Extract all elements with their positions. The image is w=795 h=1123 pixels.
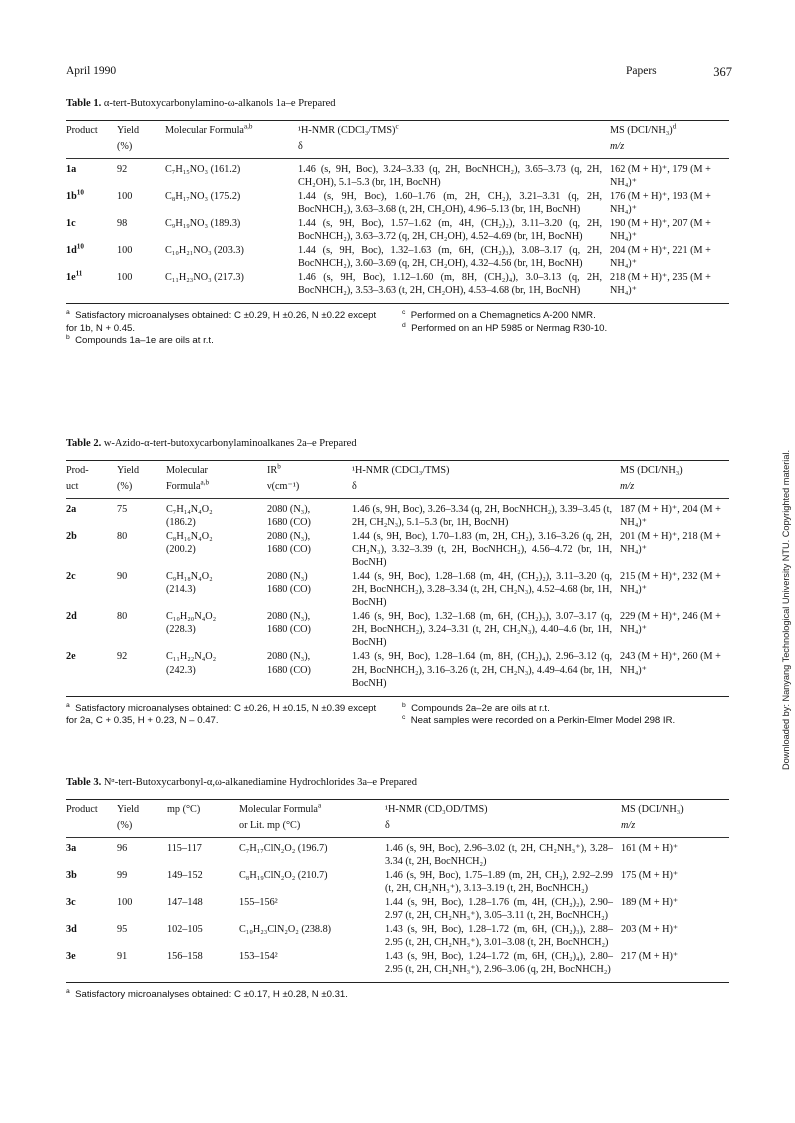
- nmr-value: 1.44 (s, 9H, Boc), 1.32–1.63 (m, 6H, (CH₂)₃), 3.08–3.17 (q, 2H, BocNHCH₂), 3.60–3.69 (q, 2H, CH₂OH), 4.32–4.56 (br, 1H, BocNH): [298, 245, 602, 270]
- table-3-caption: Nᵅ-tert-Butoxycarbonyl-α,ω-alkanediamine Hydrochlorides 3a–e Prepared: [103, 777, 417, 788]
- mp-value: 156–158: [167, 951, 203, 963]
- footnote-a: $^a$ Satisfactory microanalyses obtained: C ±0.17, H ±0.28, N ±0.31.: [66, 988, 348, 1001]
- col-header-product: Product: [66, 804, 98, 816]
- col-header-nmr-unit: δ: [385, 820, 390, 832]
- formula-value: C₇H₁₅NO₃ (161.2): [165, 163, 241, 175]
- product-id: 3b: [66, 870, 77, 882]
- table-3: [66, 776, 729, 1002]
- col-header-ir-unit: ν(cm⁻¹): [267, 481, 300, 493]
- product-id: 2a: [66, 503, 77, 515]
- formula-value: C₁₀H₂₃ClN₂O₂ (238.8): [239, 924, 332, 936]
- footnote-a: $^a$ Satisfactory microanalyses obtained: C ±0.29, H ±0.26, N ±0.22 except for 1b, N + 0.45.: [66, 309, 377, 334]
- nmr-value: 1.43 (s, 9H, Boc), 1.28–1.72 (m, 6H, (CH₂)₃), 2.88–2.95 (t, 2H, CH₂NH₃⁺), 3.01–3.08 (t, 2H, BocNHCH₂): [385, 924, 613, 949]
- nmr-value: 1.46 (s, 9H, Boc), 3.26–3.34 (q, 2H, BocNHCH₂), 3.39–3.45 (t, 2H, CH₂N₃), 5.1–5.3 (br, 1H, BocNH): [352, 503, 612, 528]
- col-header-nmr: ¹H-NMR (CDCl₃/TMS): [352, 465, 450, 477]
- mp-value: 102–105: [167, 924, 203, 936]
- table-3-grid: [66, 800, 729, 837]
- col-header-yield-unit: (%): [117, 481, 133, 493]
- table-row: [66, 649, 729, 689]
- product-id: 2b: [66, 531, 77, 543]
- ms-value: 187 (M + H)⁺, 204 (M + NH₄)⁺: [620, 503, 721, 528]
- formula-value: C₈H₁₆N₄O₂ (200.2): [166, 531, 213, 556]
- yield-value: 75: [117, 503, 128, 515]
- table-2-grid: [66, 461, 729, 498]
- yield-value: 98: [117, 218, 128, 230]
- table-row: [66, 270, 729, 297]
- ms-value: 229 (M + H)⁺, 246 (M + NH₄)⁺: [620, 611, 721, 636]
- yield-value: 99: [117, 870, 128, 882]
- table-row: [66, 868, 729, 895]
- col-header-nmr-unit: δ: [352, 481, 357, 493]
- formula-value: C₁₀H₂₁NO₃ (203.3): [165, 245, 244, 257]
- table-row: [66, 499, 729, 529]
- col-header-yield-unit: (%): [117, 820, 133, 832]
- col-header-ms: [610, 121, 729, 141]
- table-row: [66, 243, 729, 270]
- yield-value: 92: [117, 651, 128, 663]
- product-id: 2c: [66, 571, 76, 583]
- ir-value: 2080 (N₃), 1680 (CO): [267, 611, 311, 636]
- product-id: 3e: [66, 951, 76, 963]
- formula-value: C₇H₁₄N₄O₂ (186.2): [166, 503, 213, 528]
- col-header-formula-2: or Lit. mp (°C): [239, 820, 301, 832]
- ir-value: 2080 (N₃), 1680 (CO): [267, 531, 311, 556]
- col-header-formula-sup: a,b: [243, 123, 253, 132]
- col-header-product: Product: [66, 125, 98, 137]
- ms-value: 218 (M + H)⁺, 235 (M + NH₄)⁺: [610, 272, 711, 297]
- footnote-a: $^a$ Satisfactory microanalyses obtained: C ±0.26, H ±0.15, N ±0.39 except for 2a, C + 0.35, H + 0.23, N – 0.47.: [66, 701, 377, 726]
- table-1-bottom-rule: [66, 303, 729, 304]
- yield-value: 90: [117, 571, 128, 583]
- col-header-formula-text: Molecular Formula: [165, 125, 244, 137]
- table-row: [66, 609, 729, 649]
- table-row: [66, 189, 729, 216]
- table-row: [66, 949, 729, 976]
- ir-value: 2080 (N₃), 1680 (CO): [267, 503, 311, 528]
- table-1-title: [66, 97, 729, 110]
- table-2-caption: w-Azido-α-tert-butoxycarbonylaminoalkanes 2a–e Prepared: [103, 438, 357, 449]
- table-row: [66, 569, 729, 609]
- col-header-product: Prod-: [66, 465, 89, 477]
- ms-value: 190 (M + H)⁺, 207 (M + NH₄)⁺: [610, 218, 711, 243]
- ms-value: 215 (M + H)⁺, 232 (M + NH₄)⁺: [620, 571, 721, 596]
- col-header-ir-sup: b: [277, 463, 281, 472]
- yield-value: 95: [117, 924, 128, 936]
- ms-value: 175 (M + H)⁺: [621, 870, 679, 882]
- col-header-yield: Yield: [117, 465, 140, 477]
- yield-value: 96: [117, 842, 128, 854]
- col-header-formula: Molecular: [166, 465, 208, 477]
- formula-value: C₉H₁₈N₄O₂ (214.3): [166, 571, 213, 596]
- col-header-mp: mp (°C): [167, 804, 201, 816]
- table-1-footnotes: [66, 310, 729, 347]
- nmr-value: 1.44 (s, 9H, Boc), 1.60–1.76 (m, 2H, CH₂), 3.21–3.31 (q, 2H, BocNHCH₂), 3.63–3.68 (t, 2H, CH₂OH), 4.96–5.13 (br, 1H, BocNH): [298, 191, 602, 216]
- footnote-c: $^c$ Neat samples were recorded on a Perkin-Elmer Model 298 IR.: [402, 713, 676, 726]
- col-header-formula-2: Formula$^{a,b}$: [166, 478, 210, 493]
- nmr-value: 1.44 (s, 9H, Boc), 1.57–1.62 (m, 4H, (CH₂)₂), 3.11–3.20 (q, 2H, BocNHCH₂), 3.63–3.72 (q, 2H, CH₂OH), 4.52–4.69 (br, 1H, BocNH): [298, 218, 602, 243]
- issue-date: April 1990: [66, 65, 117, 77]
- download-watermark-text: Downloaded by: Nanyang Technological University NTU. Copyrighted material.: [781, 449, 791, 770]
- table-row: [66, 922, 729, 949]
- table-1-grid: [66, 121, 729, 158]
- nmr-value: 1.46 (s, 9H, Boc), 1.12–1.60 (m, 8H, (CH₂)₄), 3.0–3.13 (q, 2H, BocNHCH₂), 3.53–3.63 (t, 2H, CH₂OH), 4.53–4.68 (br, 1H, BocNH): [298, 272, 602, 297]
- col-header-ir: [267, 461, 352, 481]
- ms-value: 162 (M + H)⁺, 179 (M + NH₄)⁺: [610, 163, 711, 188]
- formula-value: C₈H₁₉ClN₂O₂ (210.7): [239, 870, 328, 882]
- ms-value: 176 (M + H)⁺, 193 (M + NH₄)⁺: [610, 191, 711, 216]
- footnote-d: $^d$ Performed on an HP 5985 or Nermag R30-10.: [402, 321, 608, 334]
- product-id: 1c: [66, 218, 76, 230]
- col-header-ms-unit: m/z: [610, 141, 625, 153]
- nmr-value: 1.46 (s, 9H, Boc), 1.75–1.89 (m, 2H, CH₂), 2.92–2.99 (t, 2H, CH₂NH₃⁺), 3.13–3.19 (t, 2H, BocNHCH₂): [385, 870, 613, 895]
- table-row: [66, 895, 729, 922]
- product-id: 3a: [66, 842, 77, 854]
- nmr-value: 1.43 (s, 9H, Boc), 1.24–1.72 (m, 6H, (CH₂)₄), 2.80–2.95 (t, 2H, CH₂NH₃⁺), 2.96–3.06 (q, 2H, BocNHCH₂): [385, 951, 613, 976]
- section-name: Papers: [626, 65, 657, 77]
- ms-value: 243 (M + H)⁺, 260 (M + NH₄)⁺: [620, 651, 721, 676]
- col-header-nmr-sup: c: [395, 123, 399, 132]
- col-header-yield: Yield: [117, 804, 140, 816]
- col-header-product-2: uct: [66, 481, 79, 493]
- nmr-value: 1.46 (s, 9H, Boc), 1.32–1.68 (m, 6H, (CH₂)₃), 3.07–3.17 (q, 2H, BocNHCH₂), 3.24–3.31 (t, 2H, CH₂N₃), 4.40–4.6 (br, 1H, BocNH): [352, 611, 612, 649]
- product-id: 2d: [66, 611, 77, 623]
- table-3-bottom-rule: [66, 982, 729, 983]
- table-row: [66, 216, 729, 243]
- table-1: [66, 97, 729, 347]
- nmr-value: 1.46 (s, 9H, Boc), 3.24–3.33 (q, 2H, BocNHCH₂), 3.65–3.73 (q, 2H, CH₂OH), 5.1–5.3 (br, 1H, BocNH): [298, 163, 602, 188]
- footnote-c: $^c$ Performed on a Chemagnetics A-200 NMR.: [402, 309, 596, 322]
- ir-value: 2080 (N₃), 1680 (CO): [267, 651, 311, 676]
- col-header-yield: Yield: [117, 125, 140, 137]
- col-header-ir-text: IR: [267, 465, 278, 477]
- nmr-value: 1.44 (s, 9H, Boc), 1.70–1.83 (m, 2H, CH₂), 3.16–3.26 (q, 2H, CH₂N₃), 3.32–3.39 (t, 2H, BocNHCH₂), 4.56–4.72 (br, 1H, BocNH): [352, 531, 612, 569]
- table-2: [66, 437, 729, 727]
- table-2-body: [66, 499, 729, 690]
- formula-value: C₁₀H₂₀N₄O₂ (228.3): [166, 611, 217, 636]
- table-2-footnotes: [66, 703, 729, 728]
- formula-value: C₁₁H₂₃NO₃ (217.3): [165, 272, 244, 284]
- yield-value: 80: [117, 611, 128, 623]
- ms-value: 201 (M + H)⁺, 218 (M + NH₄)⁺: [620, 531, 721, 556]
- yield-value: 92: [117, 163, 128, 175]
- col-header-nmr-unit: δ: [298, 141, 303, 153]
- col-header-ms-sup: d: [672, 123, 677, 132]
- formula-value: 153–154²: [239, 951, 278, 963]
- product-id: $1d^{10}$: [66, 242, 84, 257]
- yield-value: 100: [117, 191, 133, 203]
- ms-value: 203 (M + H)⁺: [621, 924, 679, 936]
- col-header-ms: MS (DCI/NH₃): [621, 804, 684, 816]
- table-2-title: [66, 437, 729, 450]
- formula-value: C₈H₁₇NO₃ (175.2): [165, 191, 241, 203]
- ms-value: 161 (M + H)⁺: [621, 842, 679, 854]
- yield-value: 91: [117, 951, 128, 963]
- table-3-body: [66, 838, 729, 976]
- ms-value: 189 (M + H)⁺: [621, 897, 679, 909]
- formula-value: C₇H₁₇ClN₂O₂ (196.7): [239, 842, 328, 854]
- ms-value: 217 (M + H)⁺: [621, 951, 679, 963]
- table-3-label: Table 3.: [66, 777, 102, 788]
- col-header-ms-unit: m/z: [621, 820, 636, 832]
- formula-value: C₉H₁₉NO₃ (189.3): [165, 218, 241, 230]
- footnote-b: $^b$ Compounds 2a–2e are oils at r.t.: [402, 701, 550, 714]
- page-header: [66, 64, 732, 80]
- yield-value: 100: [117, 897, 133, 909]
- table-3-title: [66, 776, 729, 789]
- footnote-b: $^b$ Compounds 1a–1e are oils at r.t.: [66, 333, 214, 346]
- col-header-ms: MS (DCI/NH₃): [620, 465, 683, 477]
- table-1-caption: α-tert-Butoxycarbonylamino-ω-alkanols 1a–e Prepared: [103, 98, 336, 109]
- col-header-formula: [165, 121, 298, 141]
- formula-value: C₁₁H₂₂N₄O₂ (242.3): [166, 651, 217, 676]
- table-2-bottom-rule: [66, 696, 729, 697]
- mp-value: 149–152: [167, 870, 203, 882]
- nmr-value: 1.44 (s, 9H, Boc), 1.28–1.76 (m, 4H, (CH₂)₂), 2.90–2.97 (t, 2H, CH₂NH₃⁺), 3.05–3.11 (t, 2H, BocNHCH₂): [385, 897, 613, 922]
- download-watermark: [781, 350, 793, 770]
- product-id: 1a: [66, 163, 77, 175]
- nmr-value: 1.44 (s, 9H, Boc), 1.28–1.68 (m, 4H, (CH₂)₂), 3.11–3.20 (q, 2H, BocNHCH₂), 3.28–3.34 (t, 2H, CH₂N₃), 4.52–4.68 (br, 1H, BocNH): [352, 571, 612, 609]
- product-id: 3d: [66, 924, 77, 936]
- ms-value: 204 (M + H)⁺, 221 (M + NH₄)⁺: [610, 245, 711, 270]
- col-header-nmr: [298, 121, 610, 141]
- table-row: [66, 159, 729, 189]
- nmr-value: 1.46 (s, 9H, Boc), 2.96–3.02 (t, 2H, CH₂NH₃⁺), 3.28–3.34 (t, 2H, BocNHCH₂): [385, 842, 613, 867]
- page-number: 367: [713, 65, 732, 79]
- yield-value: 100: [117, 272, 133, 284]
- yield-value: 80: [117, 531, 128, 543]
- col-header-ms-text: MS (DCI/NH₃): [610, 125, 673, 137]
- table-1-label: Table 1.: [66, 98, 102, 109]
- col-header-nmr: ¹H-NMR (CD₃OD/TMS): [385, 804, 488, 816]
- product-id: $1e^{11}$: [66, 269, 83, 284]
- col-header-formula: Molecular Formula$^a$: [239, 802, 322, 816]
- table-1-body: [66, 159, 729, 297]
- table-row: [66, 838, 729, 868]
- yield-value: 100: [117, 245, 133, 257]
- mp-value: 147–148: [167, 897, 203, 909]
- col-header-yield-unit: (%): [117, 141, 133, 153]
- product-id: $1b^{10}$: [66, 188, 84, 203]
- table-3-footnotes: [66, 989, 729, 1001]
- formula-value: 155–156²: [239, 897, 278, 909]
- nmr-value: 1.43 (s, 9H, Boc), 1.28–1.64 (m, 8H, (CH₂)₄), 2.96–3.12 (q, 2H, BocNHCH₂), 3.16–3.26 (t, 2H, CH₂N₃), 4.49–4.64 (br, 1H, BocNH): [352, 651, 612, 689]
- col-header-nmr-text: ¹H-NMR (CDCl₃/TMS): [298, 125, 396, 137]
- col-header-ms-unit: m/z: [620, 481, 635, 493]
- mp-value: 115–117: [167, 842, 202, 854]
- table-row: [66, 529, 729, 569]
- product-id: 3c: [66, 897, 76, 909]
- ir-value: 2080 (N₃) 1680 (CO): [267, 571, 311, 596]
- table-2-label: Table 2.: [66, 438, 102, 449]
- product-id: 2e: [66, 651, 76, 663]
